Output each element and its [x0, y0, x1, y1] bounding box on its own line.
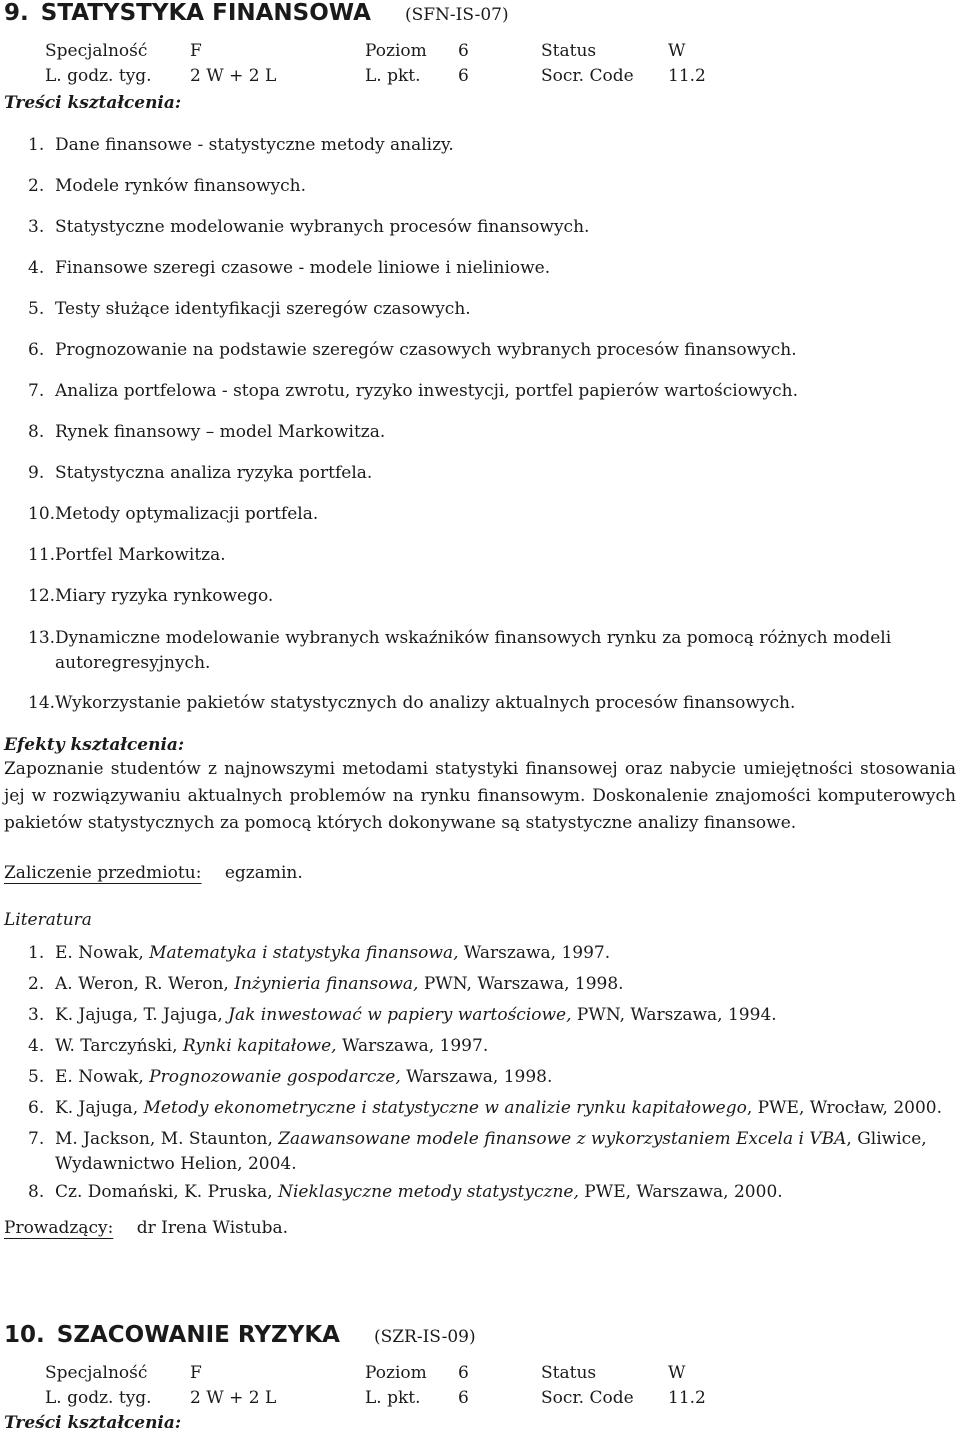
section-9-title: STATYSTYKA FINANSOWA [40, 0, 371, 26]
tresci-label: Treści kształcenia: [4, 93, 182, 113]
prowadzacy-label: Prowadzący: [4, 1218, 114, 1238]
list-item: 7. M. Jackson, M. Staunton, Zaawansowane modele finansowe z wykorzystaniem Excela i VBA, Gliwice, Wydawnictwo Helion, 2004. [28, 1129, 927, 1174]
list-item: 9. Statystyczna analiza ryzyka portfela. [28, 463, 373, 483]
pkt-value: 6 [458, 66, 469, 86]
status-value: W [668, 41, 686, 61]
list-item: 6. Prognozowanie na podstawie szeregów czasowych wybranych procesów finansowych. [28, 340, 797, 360]
zaliczenie-row [4, 862, 303, 884]
godz-value: 2 W + 2 L [190, 66, 277, 86]
section-10-code: (SZR-IS-09) [373, 1327, 476, 1347]
list-item: 5. E. Nowak, Prognozowanie gospodarcze, Warszawa, 1998. [28, 1067, 553, 1087]
socr-value: 11.2 [668, 1388, 706, 1408]
status-value: W [668, 1363, 686, 1383]
pkt-label: L. pkt. [365, 1388, 421, 1408]
poziom-label: Poziom [365, 41, 427, 61]
socr-value: 11.2 [668, 66, 706, 86]
list-item: 7. Analiza portfelowa - stopa zwrotu, ryzyko inwestycji, portfel papierów wartościowych. [28, 381, 798, 401]
list-item: 8. Rynek finansowy – model Markowitza. [28, 422, 386, 442]
godz-value: 2 W + 2 L [190, 1388, 277, 1408]
specjalnosc-label: Specjalność [45, 41, 148, 61]
section-9-heading [4, 2, 509, 26]
section-10-number: 10. [4, 1322, 45, 1348]
section-10-heading [4, 1324, 476, 1348]
list-item: 4. Finansowe szeregi czasowe - modele liniowe i nieliniowe. [28, 258, 551, 278]
status-label: Status [541, 41, 597, 61]
poziom-value: 6 [458, 1363, 469, 1383]
list-item: 5. Testy służące identyfikacji szeregów czasowych. [28, 299, 471, 319]
section-9-code: (SFN-IS-07) [404, 5, 509, 25]
zaliczenie-value: egzamin. [224, 863, 303, 883]
section-10-tresci-label: Treści kształcenia: [4, 1413, 182, 1433]
list-item: 10. Metody optymalizacji portfela. [28, 504, 319, 524]
prowadzacy-row [4, 1217, 288, 1239]
list-item: 1. E. Nowak, Matematyka i statystyka finansowa, Warszawa, 1997. [28, 943, 611, 963]
pkt-value: 6 [458, 1388, 469, 1408]
poziom-value: 6 [458, 41, 469, 61]
pkt-label: L. pkt. [365, 66, 421, 86]
poziom-label: Poziom [365, 1363, 427, 1383]
section-10-title: SZACOWANIE RYZYKA [56, 1322, 340, 1348]
godz-label: L. godz. tyg. [45, 66, 152, 86]
list-item: 2. A. Weron, R. Weron, Inżynieria finansowa, PWN, Warszawa, 1998. [28, 974, 624, 994]
list-item: 2. Modele rynków finansowych. [28, 176, 307, 196]
list-item: 1. Dane finansowe - statystyczne metody analizy. [28, 135, 454, 155]
specjalnosc-label: Specjalność [45, 1363, 148, 1383]
list-item: 12. Miary ryzyka rynkowego. [28, 586, 274, 606]
efekty-label: Efekty kształcenia: [4, 735, 185, 755]
literatura-heading: Literatura [4, 910, 92, 930]
godz-label: L. godz. tyg. [45, 1388, 152, 1408]
list-item: 8. Cz. Domański, K. Pruska, Nieklasyczne metody statystyczne, PWE, Warszawa, 2000. [28, 1182, 783, 1202]
specjalnosc-value: F [190, 41, 202, 61]
list-item: 6. K. Jajuga, Metody ekonometryczne i statystyczne w analizie rynku kapitałowego, PWE, Wrocław, 2000. [28, 1098, 942, 1118]
prowadzacy-value: dr Irena Wistuba. [136, 1218, 289, 1238]
socr-label: Socr. Code [541, 1388, 634, 1408]
list-item: 13. Dynamiczne modelowanie wybranych wskaźników finansowych rynku za pomocą różnych modeli autoregresyjnych. [28, 628, 892, 673]
list-item: 4. W. Tarczyński, Rynki kapitałowe, Warszawa, 1997. [28, 1036, 489, 1056]
specjalnosc-value: F [190, 1363, 202, 1383]
list-item: 14. Wykorzystanie pakietów statystycznych do analizy aktualnych procesów finansowych. [28, 693, 796, 713]
socr-label: Socr. Code [541, 66, 634, 86]
section-9-number: 9. [4, 0, 29, 26]
list-item: 3. Statystyczne modelowanie wybranych procesów finansowych. [28, 217, 590, 237]
list-item: 3. K. Jajuga, T. Jajuga, Jak inwestować w papiery wartościowe, PWN, Warszawa, 1994. [28, 1005, 777, 1025]
status-label: Status [541, 1363, 597, 1383]
list-item: 11. Portfel Markowitza. [28, 545, 226, 565]
efekty-text: Zapoznanie studentów z najnowszymi metodami statystyki finansowej oraz nabycie umiejętności stosowania jej w rozwiązywaniu aktualnych problemów na rynku finansowym. Doskonalenie znajomości komputerowych pakietów statystycznych za pomocą których dokonywane są statystyczne analizy finansowe. [4, 759, 956, 833]
zaliczenie-label: Zaliczenie przedmiotu: [4, 863, 202, 883]
